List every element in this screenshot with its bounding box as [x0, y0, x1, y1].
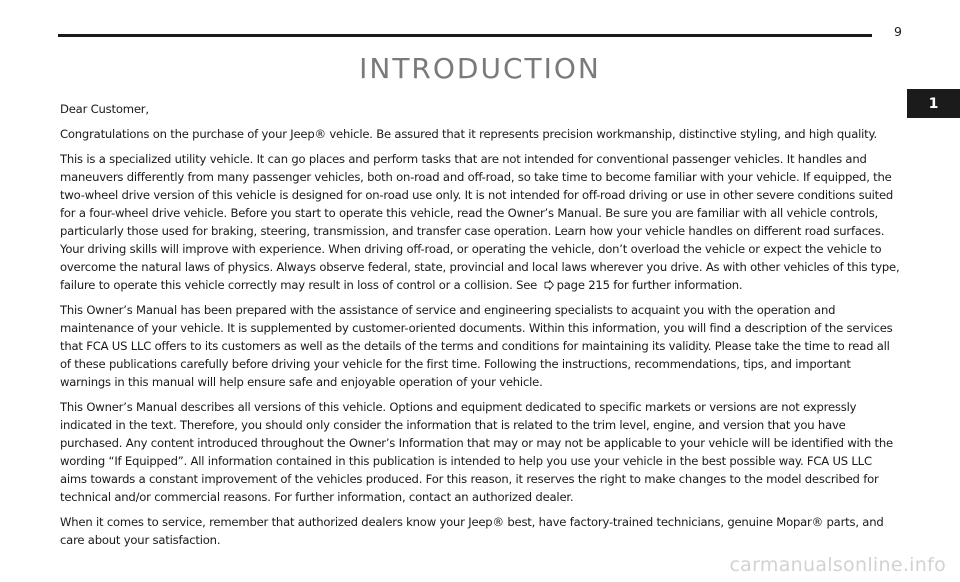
page-reference-link[interactable] [541, 278, 610, 292]
utility-vehicle-text-end: for further information. [609, 278, 743, 292]
page-reference-text[interactable]: page 215 [556, 278, 610, 292]
congratulations-paragraph: Congratulations on the purchase of your Jeep® vehicle. Be assured that it represents precision workmanship, distinctive styling, and high quality. [60, 127, 877, 141]
greeting-paragraph: Dear Customer, [60, 102, 149, 116]
page-title: INTRODUCTION [359, 52, 601, 85]
owners-manual-paragraph: This Owner’s Manual has been prepared with the assistance of service and engineering specialists to acquaint you with the operation and maintenance of your vehicle. It is supplemented by customer-oriented documents. Within this information, you will find a description of the services that FCA US LLC offers to its customers as well as the details of the terms and conditions for maintaining its validity. Please take the time to read all of these publications carefully before driving your vehicle for the first time. Following the instructions, recommendations, tips, and important warnings in this manual will help ensure safe and enjoyable operation of your vehicle. [60, 303, 893, 389]
service-paragraph: When it comes to service, remember that authorized dealers know your Jeep® best, have factory-trained technicians, genuine Mopar® parts, and care about your satisfaction. [60, 515, 884, 547]
utility-vehicle-paragraph [60, 150, 900, 294]
page-number: 9 [894, 24, 902, 39]
arrow-right-icon [544, 280, 554, 290]
utility-vehicle-text: This is a specialized utility vehicle. It can go places and perform tasks that are not intended for conventional passenger vehicles. It handles and maneuvers differently from many passenger vehicles, both on-road and off-road, so take time to become familiar with your vehicle. If equipped, the two-wheel drive version of this vehicle is designed for on-road use only. It is not intended for off-road driving or use in other severe conditions suited for a four-wheel drive vehicle. Before you start to operate this vehicle, read the Owner’s Manual. Be sure you are familiar with all vehicle controls, particularly those used for braking, steering, transmission, and transfer case operation. Learn how your vehicle handles on different road surfaces. Your driving skills will improve with experience. When driving off-road, or operating the vehicle, don’t overload the vehicle or expect the vehicle to overcome the natural laws of physics. Always observe federal, state, provincial and local laws wherever you drive. As with other vehicles of this type, failure to operate this vehicle correctly may result in loss of control or a collision. See [60, 152, 900, 292]
body-text [60, 100, 900, 556]
watermark: carmanualsonline.info [729, 554, 946, 576]
header-rule [58, 34, 872, 37]
chapter-tab[interactable]: 1 [907, 89, 960, 118]
versions-paragraph: This Owner’s Manual describes all versions of this vehicle. Options and equipment dedicated to specific markets or versions are not expressly indicated in the text. Therefore, you should only consider the information that is related to the trim level, engine, and version that you have purchased. Any content introduced throughout the Owner’s Information that may or may not be applicable to your vehicle will be identified with the wording “If Equipped”. All information contained in this publication is intended to help you use your vehicle in the best possible way. FCA US LLC aims towards a constant improvement of the vehicles produced. For this reason, it reserves the right to make changes to the model described for technical and/or commercial reasons. For further information, contact an authorized dealer. [60, 400, 893, 504]
